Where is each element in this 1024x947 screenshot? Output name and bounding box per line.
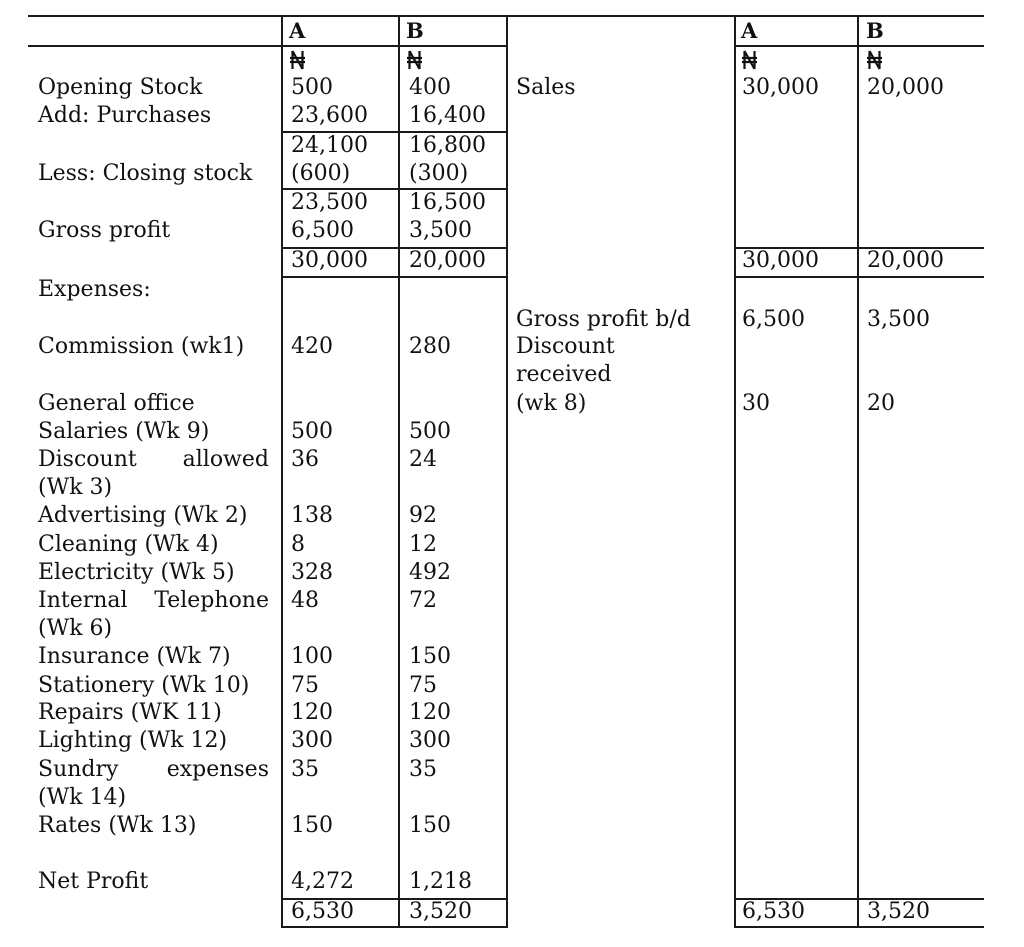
row-label: Internal Telephone xyxy=(38,588,269,613)
row-value-a: 328 xyxy=(291,560,333,585)
row-label: Commission (wk1) xyxy=(38,334,245,359)
row-value-b: 92 xyxy=(409,503,437,528)
header-rule-right xyxy=(735,45,984,47)
row-label: Opening Stock xyxy=(38,75,203,100)
row-label: Expenses: xyxy=(38,277,151,302)
row-value-a: 75 xyxy=(291,673,319,698)
row-value-a: 138 xyxy=(291,503,333,528)
row-value-b: 16,400 xyxy=(409,103,486,128)
row-label: Add: Purchases xyxy=(38,103,212,128)
row-value-b: 16,800 xyxy=(409,133,486,158)
row-value-b: 16,500 xyxy=(409,190,486,215)
naira-sign-icon xyxy=(407,48,422,72)
row-label: Salaries (Wk 9) xyxy=(38,419,210,444)
credit-col-b-left-rule xyxy=(857,15,859,928)
row-value-b: 150 xyxy=(409,644,451,669)
row-label: Net Profit xyxy=(38,869,149,894)
row-value-b: 20,000 xyxy=(867,75,944,100)
row-value-a: 30 xyxy=(742,391,770,416)
row-value-b: 3,520 xyxy=(409,899,472,924)
row-value-a: 35 xyxy=(291,757,319,782)
row-label: (Wk 3) xyxy=(38,475,113,500)
row-label: General office xyxy=(38,391,195,416)
row-label: Cleaning (Wk 4) xyxy=(38,532,219,557)
row-value-a: 120 xyxy=(291,700,333,725)
row-value-b: 12 xyxy=(409,532,437,557)
row-label: Insurance (Wk 7) xyxy=(38,644,231,669)
row-value-a: 48 xyxy=(291,588,319,613)
row-value-b: 3,500 xyxy=(409,218,472,243)
row-label: Discount allowed xyxy=(38,447,269,472)
naira-sign-icon xyxy=(290,48,305,72)
credit-col-b-header: B xyxy=(866,18,884,43)
row-value-b: 35 xyxy=(409,757,437,782)
row-value-a: 6,530 xyxy=(291,899,354,924)
row-value-a: 500 xyxy=(291,75,333,100)
row-value-a: 6,530 xyxy=(742,899,805,924)
row-value-b: 400 xyxy=(409,75,451,100)
row-value-a: (600) xyxy=(291,161,351,186)
header-rule-left xyxy=(28,45,508,47)
row-value-a: 24,100 xyxy=(291,133,368,158)
row-value-b: 300 xyxy=(409,728,451,753)
row-value-b: 120 xyxy=(409,700,451,725)
naira-sign-icon xyxy=(742,48,757,72)
row-label: (Wk 6) xyxy=(38,616,113,641)
row-value-b: 20,000 xyxy=(409,248,486,273)
row-value-b: 72 xyxy=(409,588,437,613)
row-value-b: 20 xyxy=(867,391,895,416)
row-value-a: 30,000 xyxy=(742,75,819,100)
row-label: Lighting (Wk 12) xyxy=(38,728,228,753)
row-value-b: 75 xyxy=(409,673,437,698)
row-label: (Wk 14) xyxy=(38,785,127,810)
row-value-b: 24 xyxy=(409,447,437,472)
row-label: Advertising (Wk 2) xyxy=(38,503,248,528)
row-value-a: 36 xyxy=(291,447,319,472)
row-value-a: 500 xyxy=(291,419,333,444)
row-value-a: 23,500 xyxy=(291,190,368,215)
row-value-a: 30,000 xyxy=(742,248,819,273)
row-label: Repairs (WK 11) xyxy=(38,700,222,725)
row-value-a: 150 xyxy=(291,813,333,838)
row-value-b: 20,000 xyxy=(867,248,944,273)
row-value-b: 3,520 xyxy=(867,899,930,924)
credit-col-a-header: A xyxy=(741,18,758,43)
row-label: Less: Closing stock xyxy=(38,161,253,186)
credit-col-a-left-rule xyxy=(734,15,736,928)
row-value-a: 300 xyxy=(291,728,333,753)
row-value-b: 150 xyxy=(409,813,451,838)
trading-total-rule-left xyxy=(281,276,507,278)
col-a-left-rule xyxy=(281,15,283,928)
final-total-rule-left xyxy=(281,926,507,928)
row-label: received xyxy=(516,362,612,387)
row-value-a: 8 xyxy=(291,532,305,557)
row-label: Discount xyxy=(516,334,615,359)
row-value-a: 100 xyxy=(291,644,333,669)
row-value-b: 1,218 xyxy=(409,869,472,894)
row-value-b: 492 xyxy=(409,560,451,585)
row-value-b: 500 xyxy=(409,419,451,444)
col-b-left-rule xyxy=(398,15,400,928)
row-value-a: 6,500 xyxy=(742,307,805,332)
debit-col-a-header: A xyxy=(289,18,306,43)
row-value-b: 3,500 xyxy=(867,307,930,332)
row-value-a: 6,500 xyxy=(291,218,354,243)
row-value-b: (300) xyxy=(409,161,469,186)
row-label: Rates (Wk 13) xyxy=(38,813,197,838)
final-total-rule-right xyxy=(735,926,984,928)
row-value-b: 280 xyxy=(409,334,451,359)
row-label: Stationery (Wk 10) xyxy=(38,673,250,698)
row-label: Gross profit b/d xyxy=(516,307,691,332)
row-value-a: 420 xyxy=(291,334,333,359)
row-label: Sundry expenses xyxy=(38,757,269,782)
row-value-a: 4,272 xyxy=(291,869,354,894)
row-value-a: 23,600 xyxy=(291,103,368,128)
row-value-a: 30,000 xyxy=(291,248,368,273)
row-label: Gross profit xyxy=(38,218,171,243)
naira-sign-icon xyxy=(867,48,882,72)
row-label: (wk 8) xyxy=(516,391,587,416)
debit-col-b-header: B xyxy=(406,18,424,43)
row-label: Sales xyxy=(516,75,576,100)
col-b-right-rule xyxy=(506,15,508,928)
row-label: Electricity (Wk 5) xyxy=(38,560,235,585)
trading-total-rule-right xyxy=(735,276,984,278)
